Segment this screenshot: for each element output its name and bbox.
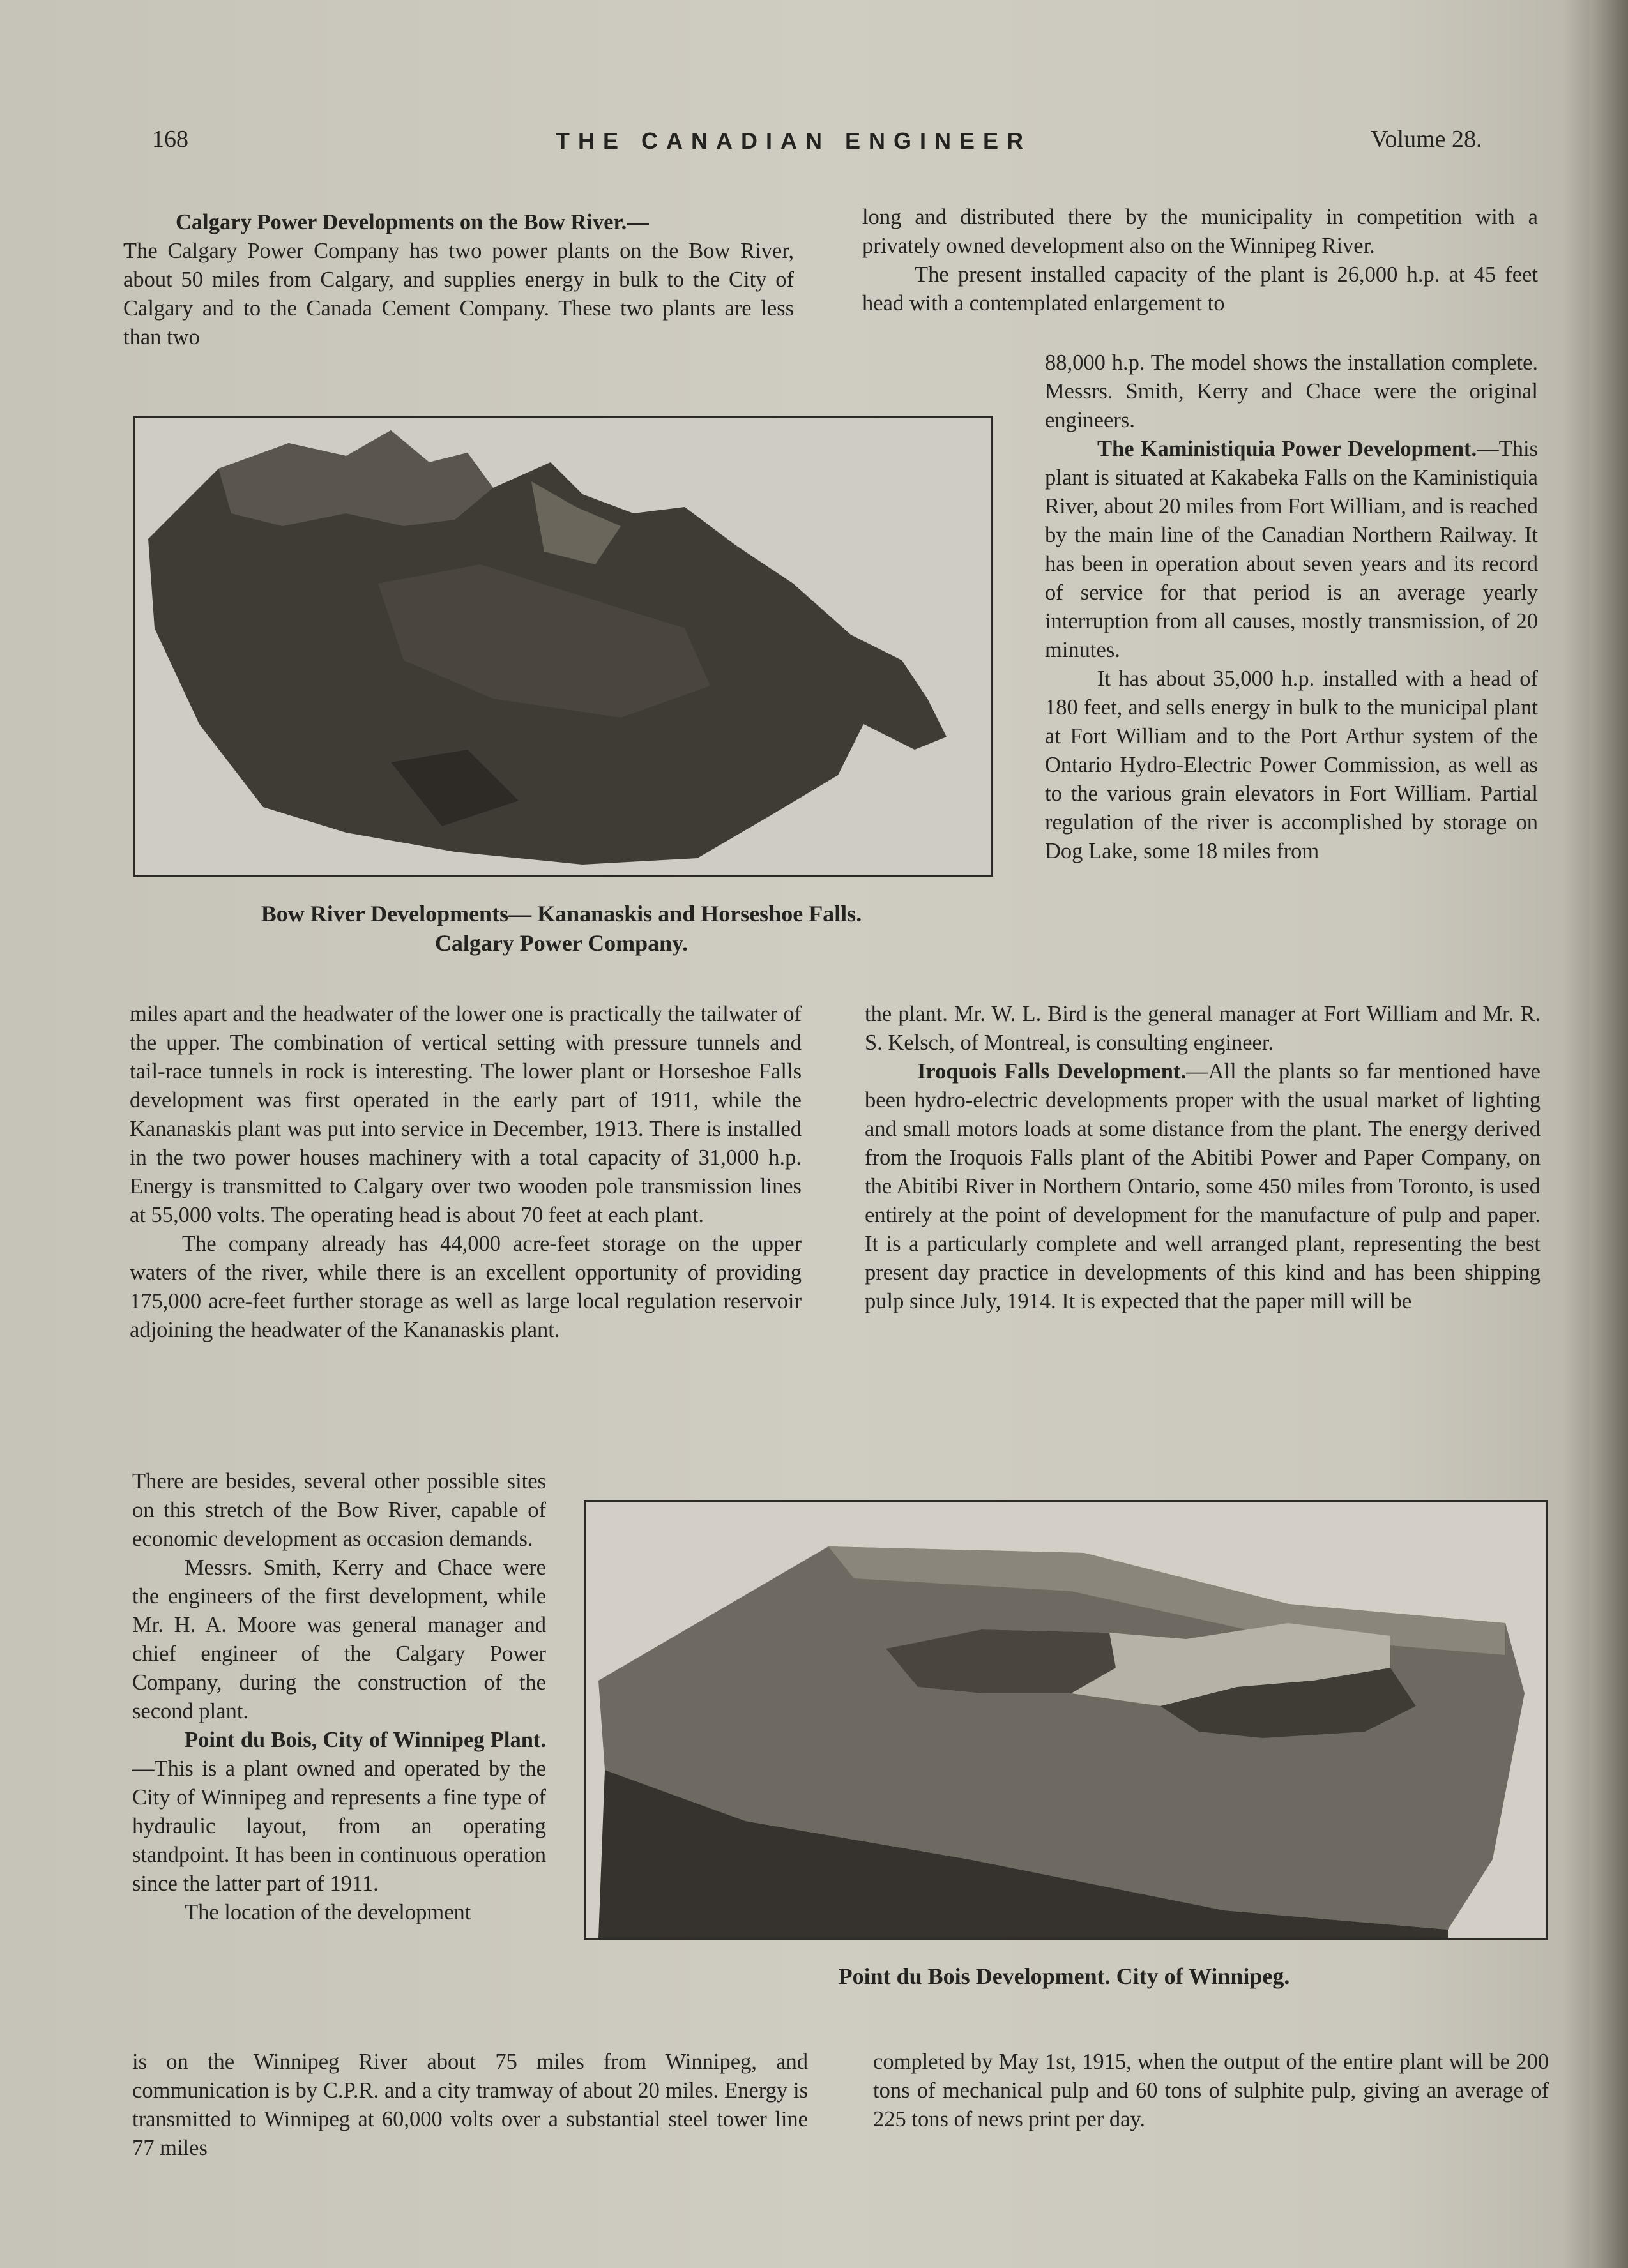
col1-bottom-text [132, 2048, 808, 2163]
section-heading-calgary: Calgary Power Developments on the Bow River.— [176, 210, 649, 234]
col2-narrow-text [1045, 349, 1538, 866]
col2-top-paragraph-2: The present installed capacity of the plant is 26,000 h.p. at 45 feet head with a contemplated enlargement to [862, 262, 1538, 315]
col1-mid-text [130, 1000, 802, 1345]
book-spine-shadow [1590, 0, 1628, 2268]
section-heading-point-du-bois: Point du Bois, City of Winnipeg Plant.— [132, 1728, 546, 1781]
journal-title: THE CANADIAN ENGINEER [556, 128, 1032, 154]
page-number: 168 [152, 126, 188, 153]
col1-narrow-paragraph-4: The location of the development [185, 1900, 471, 1924]
col2-narrow-paragraph-2-cont: 88,000 h.p. The model shows the installation complete. Messrs. Smith, Kerry and Chace were the original engineers. [1045, 351, 1538, 432]
col2-mid-paragraph-5: —All the plants so far mentioned have been hydro-electric developments proper with the usual market of lighting and small motors loads at some distance from the plant. The energy derived from the Iroquois Falls plant of the Abitibi Power and Paper Company, on the Abitibi River in Northern Ontario, some 450 miles from Toronto, is used entirely at the point of development for the manufacture of pulp and paper. It is a particularly complete and well arranged plant, representing the best present day practice in developments of this kind and has been shipping pulp since July, 1914. It is expected that the paper mill will be [865, 1059, 1541, 1313]
col1-mid-paragraph-2: The company already has 44,000 acre-feet storage on the upper waters of the river, while there is an excellent opportunity of providing 175,000 acre-feet further storage as well as large local regulation reservoir adjoining the headwater of the Kananaskis plant. [130, 1232, 802, 1342]
col2-mid-paragraph-4-cont: the plant. Mr. W. L. Bird is the general manager at Fort William and Mr. R. S. Kelsch, of Montreal, is consulting engineer. [865, 1002, 1541, 1055]
col2-bottom-text [873, 2048, 1549, 2134]
figure1-caption [133, 899, 989, 958]
figure2-caption: Point du Bois Development. City of Winnipeg. [838, 1963, 1290, 1989]
figure1-caption-line2: Calgary Power Company. [434, 930, 688, 956]
col2-bottom-paragraph: completed by May 1st, 1915, when the output of the entire plant will be 200 tons of mechanical pulp and 60 tons of sulphite pulp, giving an average of 225 tons of news print per day. [873, 2050, 1549, 2131]
col1-top-text [123, 208, 794, 352]
col1-mid-paragraph-1: miles apart and the headwater of the lower one is practically the tailwater of the upper. The combination of vertical setting with pressure tunnels and tail-race tunnels in rock is interesting. The lower plant or Horseshoe Falls development was first operated in the early part of 1911, while the Kananaskis plant was put into service in December, 1913. There is installed in the two power houses machinery with a total capacity of 31,000 h.p. Energy is transmitted to Calgary over two wooden pole transmission lines at 55,000 volts. The operating head is about 70 feet at each plant. [130, 1002, 802, 1227]
col2-narrow-paragraph-3: —This plant is situated at Kakabeka Falls on the Kaministiquia River, about 20 miles from Fort William, and is reached by the main line of the Canadian Northern Railway. It has been in operation about seven years and its record of service for that period is an average yearly interruption from all causes, mostly transmission, of 20 minutes. [1045, 437, 1538, 662]
volume-label: Volume 28. [1371, 126, 1482, 153]
section-heading-kaministiquia: The Kaministiquia Power Development. [1097, 437, 1477, 461]
col1-narrow-text [132, 1467, 546, 1927]
col1-narrow-paragraph-2: Messrs. Smith, Kerry and Chace were the engineers of the first development, while Mr. H. A. Moore was general manager and chief engineer of the Calgary Power Company, during the construction of the second plant. [132, 1555, 546, 1723]
col2-top-text [862, 203, 1538, 318]
col1-top-paragraph: The Calgary Power Company has two power plants on the Bow River, about 50 miles from Calgary, and supplies energy in bulk to the City of Calgary and to the Canada Cement Company. These two plants are less than two [123, 239, 794, 349]
figure-point-du-bois-model [584, 1500, 1548, 1940]
col2-top-paragraph-1: long and distributed there by the municipality in competition with a privately owned development also on the Winnipeg River. [862, 205, 1538, 258]
col2-narrow-paragraph-4: It has about 35,000 h.p. installed with a head of 180 feet, and sells energy in bulk to the municipal plant at Fort William and to the Port Arthur system of the Ontario Hydro-Electric Power Commission, as well as to the various grain elevators in Fort William. Partial regulation of the river is accomplished by storage on Dog Lake, some 18 miles from [1045, 667, 1538, 863]
col1-narrow-paragraph-3: This is a plant owned and operated by the City of Winnipeg and represents a fine type of hydraulic layout, from an operating standpoint. It has been in continuous operation since the latter part of 1911. [132, 1757, 546, 1896]
figure-bow-river-model [133, 416, 993, 877]
col1-bottom-paragraph: is on the Winnipeg River about 75 miles from Winnipeg, and communication is by C.P.R. and a city tramway of about 20 miles. Energy is transmitted to Winnipeg at 60,000 volts over a substantial steel tower line 77 miles [132, 2050, 808, 2160]
section-heading-iroquois: Iroquois Falls Development. [917, 1059, 1187, 1084]
col2-mid-text [865, 1000, 1541, 1316]
figure1-caption-line1: Bow River Developments— Kananaskis and Horseshoe Falls. [261, 901, 862, 926]
col1-narrow-paragraph-1: There are besides, several other possible sites on this stretch of the Bow River, capable of economic development as occasion demands. [132, 1469, 546, 1551]
